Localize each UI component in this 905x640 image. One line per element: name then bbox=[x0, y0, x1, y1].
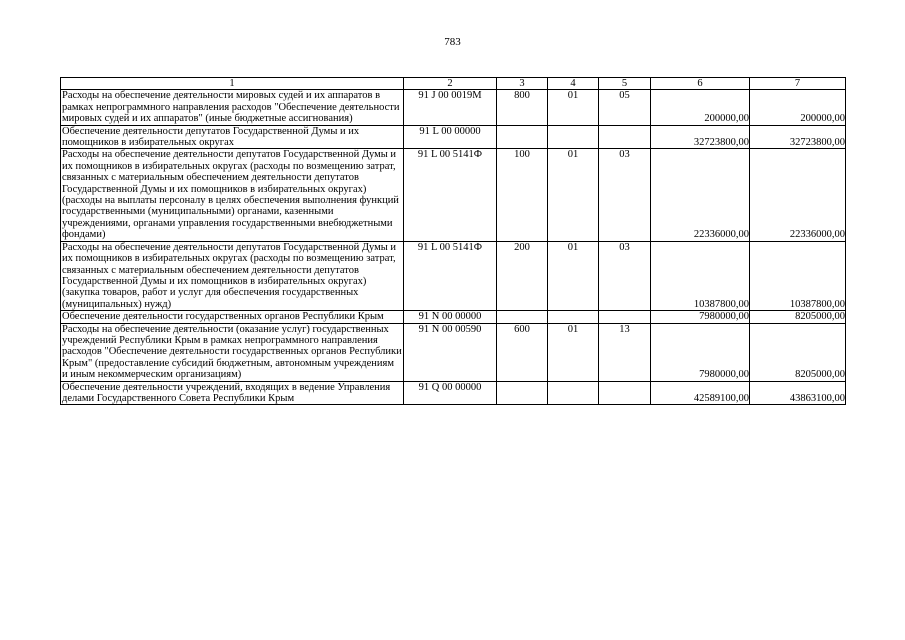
row-value-6: 22336000,00 bbox=[651, 149, 750, 241]
row-description: Обеспечение деятельности государственных органов Республики Крым bbox=[61, 311, 404, 323]
row-description: Обеспечение деятельности депутатов Государственной Думы и их помощников в избирательных округах bbox=[61, 125, 404, 149]
table-row bbox=[61, 381, 846, 405]
row-value-6: 7980000,00 bbox=[651, 323, 750, 381]
header-cell: 3 bbox=[497, 78, 548, 90]
row-col3 bbox=[497, 311, 548, 323]
row-description: Расходы на обеспечение деятельности депутатов Государственной Думы и их помощников в избирательных округах (расходы по возмещению затрат, связанных с материальным обеспечением деятельности депутатов Государственной Думы и их помощников в избирательных округах) (закупка товаров, работ и услуг для обеспечения государственных (муниципальных) нужд) bbox=[61, 241, 404, 310]
row-col4: 01 bbox=[548, 323, 599, 381]
row-col4: 01 bbox=[548, 90, 599, 125]
row-code: 91 L 00 5141Ф bbox=[404, 149, 497, 241]
row-code: 91 N 00 00590 bbox=[404, 323, 497, 381]
row-value-7: 43863100,00 bbox=[750, 381, 846, 405]
row-description: Расходы на обеспечение деятельности мировых судей и их аппаратов в рамках непрограммного направления расходов "Обеспечение деятельности мировых судей и их аппаратов" (иные бюджетные ассигнования) bbox=[61, 90, 404, 125]
row-value-6: 10387800,00 bbox=[651, 241, 750, 310]
row-col4: 01 bbox=[548, 241, 599, 310]
row-col3 bbox=[497, 381, 548, 405]
table-row bbox=[61, 323, 846, 381]
row-col3: 200 bbox=[497, 241, 548, 310]
row-col5: 13 bbox=[599, 323, 651, 381]
row-description: Обеспечение деятельности учреждений, входящих в ведение Управления делами Государственного Совета Республики Крым bbox=[61, 381, 404, 405]
row-code: 91 N 00 00000 bbox=[404, 311, 497, 323]
row-value-7: 8205000,00 bbox=[750, 311, 846, 323]
row-value-7: 22336000,00 bbox=[750, 149, 846, 241]
row-col3 bbox=[497, 125, 548, 149]
table-row bbox=[61, 311, 846, 323]
row-value-6: 7980000,00 bbox=[651, 311, 750, 323]
header-cell: 1 bbox=[61, 78, 404, 90]
header-cell: 4 bbox=[548, 78, 599, 90]
header-cell: 5 bbox=[599, 78, 651, 90]
row-col3: 600 bbox=[497, 323, 548, 381]
row-description: Расходы на обеспечение деятельности депутатов Государственной Думы и их помощников в избирательных округах (расходы по возмещению затрат, связанных с материальным обеспечением деятельности депутатов Государственной Думы и их помощников в избирательных округах) (расходы на выплаты персоналу в целях обеспечения выполнения функций государственными (муниципальными) органами, казенными учреждениями, органами управления государственными внебюджетными фондами) bbox=[61, 149, 404, 241]
row-value-7: 8205000,00 bbox=[750, 323, 846, 381]
row-col5 bbox=[599, 381, 651, 405]
header-row bbox=[61, 78, 846, 90]
row-value-7: 10387800,00 bbox=[750, 241, 846, 310]
row-code: 91 L 00 00000 bbox=[404, 125, 497, 149]
row-col5 bbox=[599, 125, 651, 149]
row-value-6: 42589100,00 bbox=[651, 381, 750, 405]
table-row bbox=[61, 90, 846, 125]
page-number: 783 bbox=[444, 36, 461, 48]
row-value-6: 32723800,00 bbox=[651, 125, 750, 149]
header-cell: 7 bbox=[750, 78, 846, 90]
row-col4: 01 bbox=[548, 149, 599, 241]
row-col3: 100 bbox=[497, 149, 548, 241]
row-col4 bbox=[548, 311, 599, 323]
row-code: 91 Q 00 00000 bbox=[404, 381, 497, 405]
row-value-6: 200000,00 bbox=[651, 90, 750, 125]
row-value-7: 200000,00 bbox=[750, 90, 846, 125]
row-col5: 03 bbox=[599, 241, 651, 310]
row-col5 bbox=[599, 311, 651, 323]
row-col3: 800 bbox=[497, 90, 548, 125]
row-code: 91 L 00 5141Ф bbox=[404, 241, 497, 310]
row-code: 91 J 00 0019M bbox=[404, 90, 497, 125]
row-col5: 03 bbox=[599, 149, 651, 241]
row-col4 bbox=[548, 125, 599, 149]
table-row bbox=[61, 149, 846, 241]
row-col5: 05 bbox=[599, 90, 651, 125]
table-row bbox=[61, 241, 846, 310]
header-cell: 6 bbox=[651, 78, 750, 90]
header-cell: 2 bbox=[404, 78, 497, 90]
table-row bbox=[61, 125, 846, 149]
budget-table bbox=[60, 77, 846, 405]
row-value-7: 32723800,00 bbox=[750, 125, 846, 149]
row-description: Расходы на обеспечение деятельности (оказание услуг) государственных учреждений Республики Крым в рамках непрограммного направления расходов "Обеспечение деятельности государственных органов Республики Крым" (предоставление субсидий бюджетным, автономным учреждениям и иным некоммерческим организациям) bbox=[62, 323, 402, 381]
row-col4 bbox=[548, 381, 599, 405]
